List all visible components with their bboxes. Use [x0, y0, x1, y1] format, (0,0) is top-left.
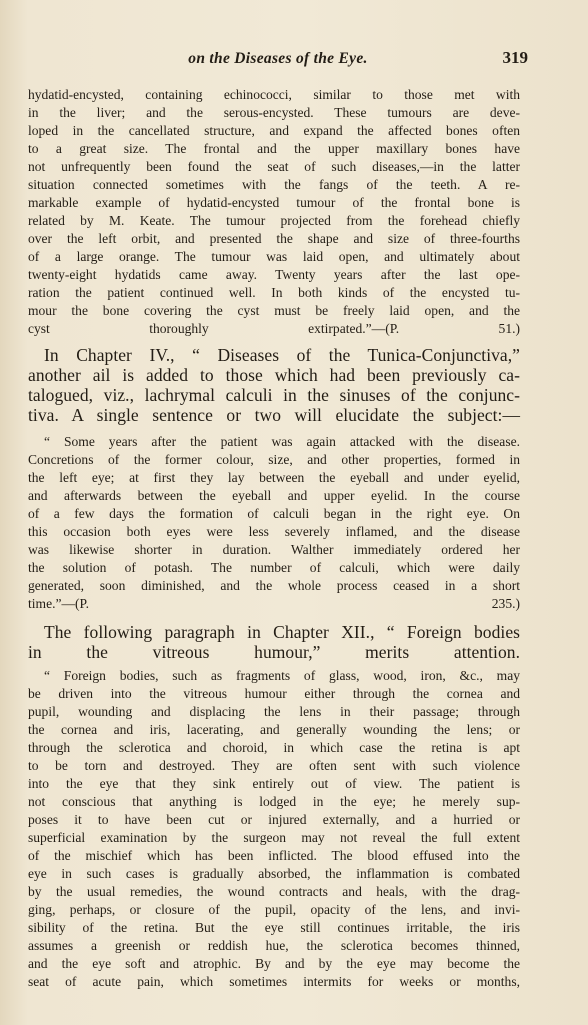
text-line: “ Foreign bodies, such as fragments of glass, wood, iron, &c., may	[44, 668, 520, 683]
quote-paragraph-foreign-bodies	[28, 667, 520, 991]
text-line: was likewise shorter in duration. Walther immediately ordered her	[28, 542, 520, 557]
text-line: the left eye; at first they lay between the eyeball and under eyelid,	[28, 470, 520, 485]
lead-paragraph-chapter-xii	[28, 622, 520, 662]
text-line: to a great size. The frontal and the upper maxillary bones have	[28, 141, 520, 156]
text-line: In Chapter IV., “ Diseases of the Tunica-Conjunctiva,”	[44, 345, 520, 365]
text-line: be driven into the vitreous humour either through the cornea and	[28, 686, 520, 701]
text-line: ration the patient continued well. In both kinds of the encysted tu-	[28, 285, 520, 300]
quote-paragraph-calculi	[28, 433, 520, 613]
text-line: eye in such cases is gradually absorbed, the inflammation is combated	[28, 866, 520, 881]
text-line: not conscious that anything is lodged in the eye; he merely sup-	[28, 794, 520, 809]
text-line: “ Some years after the patient was again attacked with the disease.	[44, 434, 520, 449]
text-line: and the eye soft and atrophic. By and by the eye may become the	[28, 956, 520, 971]
text-line: markable example of hydatid-encysted tumour of the frontal bone is	[28, 195, 520, 210]
text-line: talogued, viz., lachrymal calculi in the sinuses of the conjunc-	[28, 385, 520, 405]
text-line: superficial examination by the surgeon may not reveal the full extent	[28, 830, 520, 845]
text-line: not unfrequently been found the seat of such diseases,—in the latter	[28, 159, 520, 174]
text-line: tiva. A single sentence or two will elucidate the subject:—	[28, 405, 520, 425]
text-line: over the left orbit, and presented the shape and size of three-fourths	[28, 231, 520, 246]
text-line: to be torn and destroyed. They are often sent with such violence	[28, 758, 520, 773]
text-line: hydatid-encysted, containing echinococci, similar to those met with	[28, 87, 520, 102]
text-line: related by M. Keate. The tumour projected from the forehead chiefly	[28, 213, 520, 228]
text-line: poses it to have been cut or injured externally, and a hurried or	[28, 812, 520, 827]
text-line: assumes a greenish or reddish hue, the sclerotica becomes thinned,	[28, 938, 520, 953]
running-title: on the Diseases of the Eye.	[188, 50, 368, 67]
text-line: of the mischief which has been inflicted. The blood effused into the	[28, 848, 520, 863]
text-line: and afterwards between the eyeball and upper eyelid. In the course	[28, 488, 520, 503]
text-line: of a large orange. The tumour was laid open, and ultimately about	[28, 249, 520, 264]
lead-paragraph-chapter-iv	[28, 345, 520, 425]
text-line: this occasion both eyes were less severely inflamed, and the disease	[28, 524, 520, 539]
text-line: time.”—(P. 235.)	[28, 596, 520, 611]
page-header	[28, 50, 528, 72]
text-line: situation connected sometimes with the fangs of the teeth. A re-	[28, 177, 520, 192]
text-line: of a few days the formation of calculi began in the right eye. On	[28, 506, 520, 521]
text-line: mour the bone covering the cyst must be freely laid open, and the	[28, 303, 520, 318]
text-line: the solution of potash. The number of calculi, which were daily	[28, 560, 520, 575]
quote-paragraph-hydatid	[28, 86, 520, 338]
text-line: sibility of the retina. But the eye still continues irritable, the iris	[28, 920, 520, 935]
text-line: cyst thoroughly extirpated.”—(P. 51.)	[28, 321, 520, 336]
text-line: through the sclerotica and choroid, in which case the retina is apt	[28, 740, 520, 755]
text-line: ging, perhaps, or closure of the pupil, opacity of the lens, and invi-	[28, 902, 520, 917]
text-line: loped in the cancellated structure, and expand the affected bones often	[28, 123, 520, 138]
text-line: by the usual remedies, the wound contracts and heals, with the drag-	[28, 884, 520, 899]
text-line: pupil, wounding and displacing the lens in their passage; through	[28, 704, 520, 719]
page-number: 319	[502, 48, 528, 67]
text-line: the cornea and iris, lacerating, and generally wounding the lens; or	[28, 722, 520, 737]
text-line: twenty-eight hydatids came away. Twenty years after the last ope-	[28, 267, 520, 282]
text-line: another ail is added to those which had been previously ca-	[28, 365, 520, 385]
text-line: into the eye that they sink entirely out of view. The patient is	[28, 776, 520, 791]
text-line: The following paragraph in Chapter XII., “ Foreign bodies	[44, 622, 520, 642]
text-line: in the liver; and the serous-encysted. These tumours are deve-	[28, 105, 520, 120]
text-line: seat of acute pain, which sometimes intermits for weeks or months,	[28, 974, 520, 989]
text-line: generated, soon diminished, and the whole process ceased in a short	[28, 578, 520, 593]
text-line: in the vitreous humour,” merits attention.	[28, 642, 520, 662]
text-line: Concretions of the former colour, size, and other properties, formed in	[28, 452, 520, 467]
